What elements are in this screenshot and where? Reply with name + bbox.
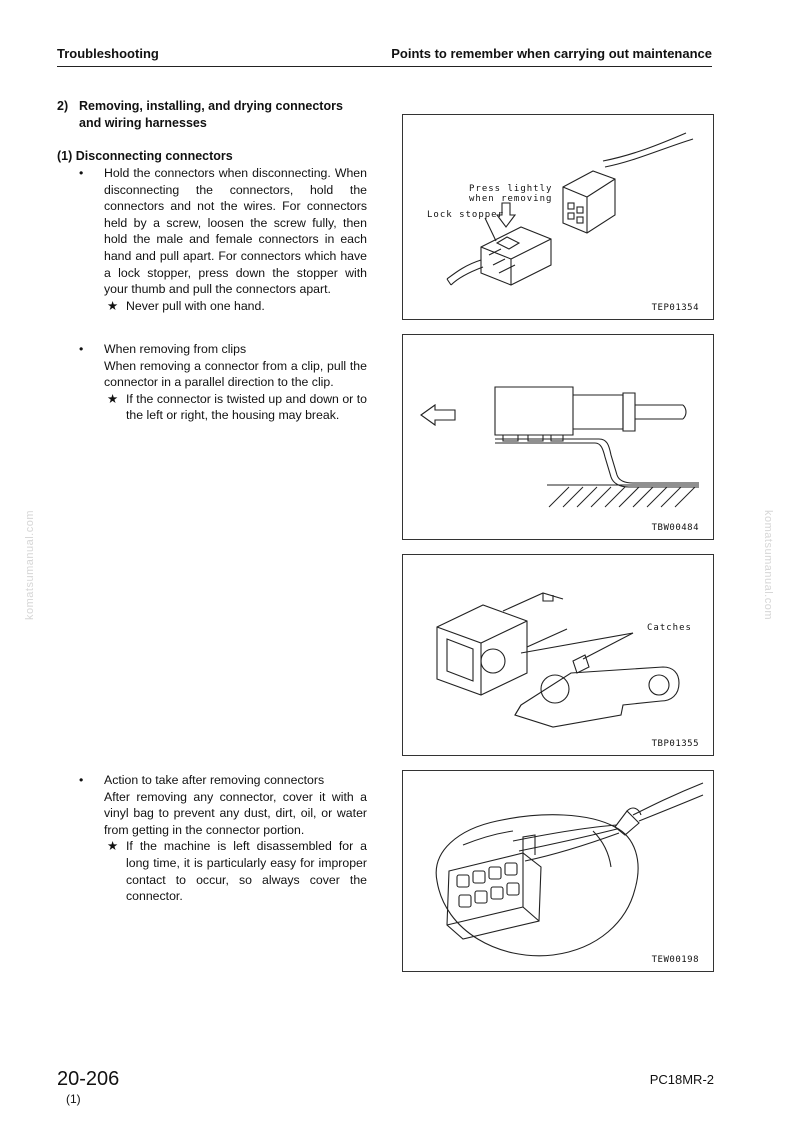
bullet-2-title: When removing from clips [104,342,247,356]
bullet-2-note-text: If the connector is twisted up and down or to the left or right, the housing may break. [126,391,367,423]
bullet-3-text: After removing any connector, cover it with a vinyl bag to prevent any dust, dirt, oil, or water from getting in the connector portion. [104,789,367,837]
figure-code-4: TEW00198 [651,955,699,965]
figure-connector-vinyl-bag [402,770,714,972]
header-rule [57,66,712,67]
connector-bag-illustration [403,771,713,971]
figure-code-3: TBP01355 [651,739,699,749]
figure-connector-lock-stopper [402,114,714,320]
bullet-1-note [104,298,367,315]
bullet-3-title: Action to take after removing connectors [104,773,325,787]
connector-clip-illustration [403,335,713,539]
connector-catches-illustration [403,555,713,755]
star-icon: ★ [107,391,119,406]
bullet-dot: • [79,773,84,787]
watermark-right: komatsumanual.com [762,510,774,620]
bullet-1 [57,165,367,314]
section-title: Removing, installing, and drying connectors and wiring harnesses [79,99,343,130]
bullet-dot: • [79,342,84,356]
label-catches: Catches [647,623,692,633]
watermark-left: komatsumanual.com [24,510,36,620]
figure-code-1: TEP01354 [651,303,699,313]
label-press-lightly-2: when removing [469,194,553,204]
bullet-2-note [104,391,367,424]
label-lock-stopper: Lock stopper [427,210,505,220]
section-number: 2) [57,99,69,113]
section-heading [57,98,367,131]
bullet-2 [57,341,367,424]
bullet-1-note-text: Never pull with one hand. [126,298,265,313]
star-icon: ★ [107,839,119,854]
bullet-3-note [104,838,367,904]
bullet-3-note-text: If the machine is left disassembled for a long time, it is particularly easy for improper contact to occur, so always cover the connector. [126,839,367,904]
figure-code-2: TBW00484 [651,523,699,533]
model-number: PC18MR-2 [649,1072,714,1087]
header-right: Points to remember when carrying out maintenance [391,46,712,61]
figure-connector-clip [402,334,714,540]
label-press-lightly-1: Press lightly [469,184,553,194]
bullet-1-text: Hold the connectors when disconnecting. When disconnecting the connectors, hold the connectors and not the wires. For connectors held by a screw, loosen the screw fully, then hold the male and female connectors in each hand and pull apart. For connectors which have a lock stopper, press down the stopper with your thumb and pull the connectors apart. [104,166,367,297]
bullet-2-text: When removing a connector from a clip, pull the connector in a parallel direction to the clip. [104,358,367,390]
figure-connector-catches [402,554,714,756]
star-icon: ★ [107,298,119,313]
bullet-3 [57,772,367,905]
revision-number: (1) [66,1092,81,1106]
bullet-dot: • [79,166,84,180]
page-number: 20-206 [57,1068,120,1090]
subsection-title: (1) Disconnecting connectors [57,149,233,163]
header-left: Troubleshooting [57,46,159,61]
